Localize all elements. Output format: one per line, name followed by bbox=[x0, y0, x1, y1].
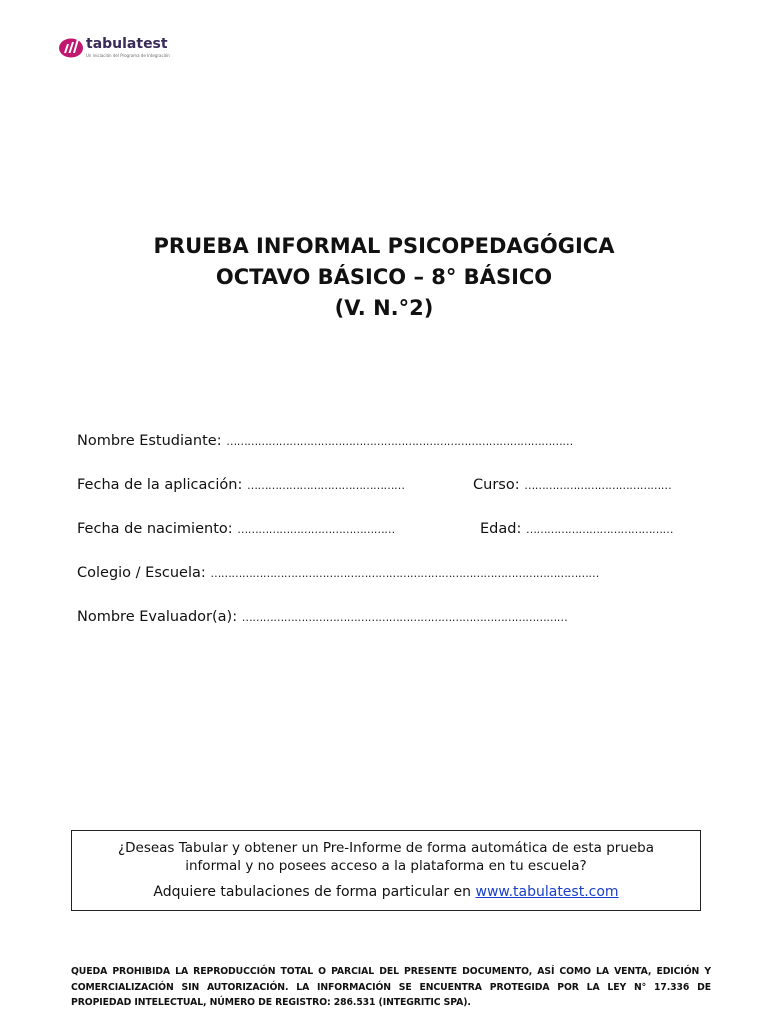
fecha-nacimiento-label: Fecha de nacimiento: bbox=[77, 521, 233, 537]
field-edad[interactable] bbox=[480, 518, 673, 540]
legal-copyright-notice: QUEDA PROHIBIDA LA REPRODUCCIÓN TOTAL O PARCIAL DEL PRESENTE DOCUMENTO, ASÍ COMO LA VENTA, EDICIÓN Y COMERCIALIZACIÓN SIN AUTORIZACIÓN. LA INFORMACIÓN SE ENCUENTRA PROTEGIDA POR LA LEY N° 17.336 DE PROPIEDAD INTELECTUAL, NÚMERO DE REGISTRO: 286.531 (INTEGRITIC SPA). bbox=[71, 966, 711, 1008]
tabulatest-website-link[interactable]: www.tabulatest.com bbox=[475, 884, 619, 900]
fecha-aplicacion-blank[interactable]: ……………………………………… bbox=[246, 479, 405, 492]
field-colegio[interactable] bbox=[77, 562, 599, 584]
logo-tagline: Un iniciación del Programa de Integración bbox=[86, 53, 170, 58]
document-title bbox=[0, 231, 768, 324]
fecha-aplicacion-label: Fecha de la aplicación: bbox=[77, 477, 243, 493]
field-nombre-estudiante[interactable] bbox=[77, 430, 573, 452]
field-fecha-aplicacion[interactable] bbox=[77, 474, 404, 496]
title-line-2: OCTAVO BÁSICO – 8° BÁSICO bbox=[215, 265, 553, 289]
notice-cta-text: Adquiere tabulaciones de forma particular en bbox=[153, 884, 472, 900]
field-evaluador[interactable] bbox=[77, 606, 567, 628]
field-curso[interactable] bbox=[473, 474, 671, 496]
curso-label: Curso: bbox=[473, 477, 520, 493]
evaluador-label: Nombre Evaluador(a): bbox=[77, 609, 238, 625]
nombre-estudiante-blank[interactable]: ……………………………………………………………………………………… bbox=[226, 435, 573, 448]
notice-cta bbox=[72, 883, 700, 901]
notice-question-line-1: ¿Deseas Tabular y obtener un Pre-Informe de forma automática de esta prueba bbox=[117, 840, 655, 856]
edad-label: Edad: bbox=[480, 521, 522, 537]
notice-question-line-2: informal y no posees acceso a la plataforma en tu escuela? bbox=[185, 858, 587, 874]
logo-brand-text: tabulatest bbox=[86, 36, 168, 52]
nombre-estudiante-label: Nombre Estudiante: bbox=[77, 433, 222, 449]
colegio-blank[interactable]: ………………………………………………………………………………………………… bbox=[210, 567, 599, 580]
curso-blank[interactable]: …………………………………… bbox=[524, 479, 672, 492]
title-line-3: (V. N.°2) bbox=[334, 296, 434, 320]
tabulatest-logo-icon bbox=[58, 36, 84, 58]
tabulation-notice-box bbox=[71, 830, 701, 911]
title-line-1: PRUEBA INFORMAL PSICOPEDAGÓGICA bbox=[153, 234, 615, 258]
edad-blank[interactable]: …………………………………… bbox=[525, 523, 673, 536]
colegio-label: Colegio / Escuela: bbox=[77, 565, 206, 581]
evaluador-blank[interactable]: ………………………………………………………………………………… bbox=[241, 611, 568, 624]
tabulatest-logo bbox=[58, 34, 198, 64]
field-fecha-nacimiento[interactable] bbox=[77, 518, 395, 540]
fecha-nacimiento-blank[interactable]: ……………………………………… bbox=[237, 523, 395, 536]
